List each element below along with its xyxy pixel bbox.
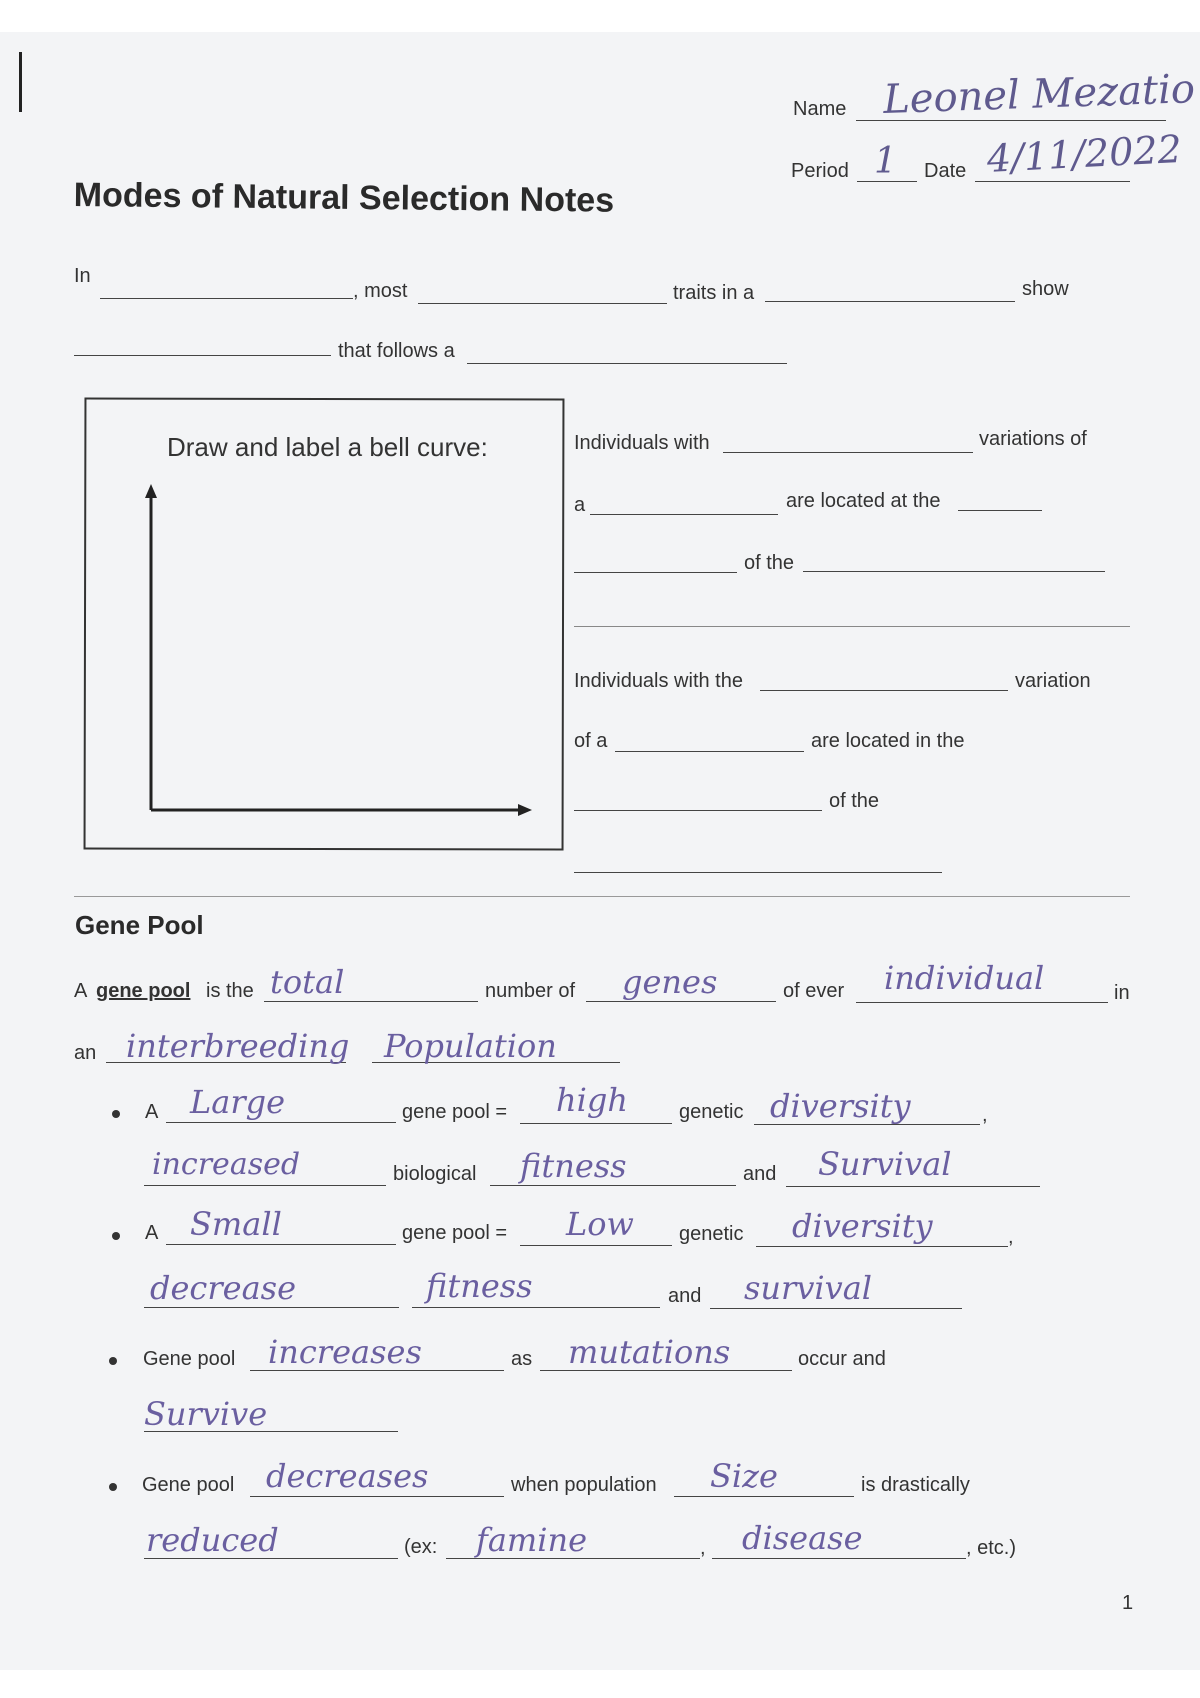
rc-individuals-with-the: Individuals with the — [574, 670, 743, 692]
rc-blank-3[interactable] — [958, 510, 1042, 511]
gp-blank-genes[interactable] — [586, 1001, 776, 1002]
b2-answer-size: Small — [190, 1205, 282, 1243]
gp-number-of: number of — [485, 980, 576, 1002]
date-answer: 4/11/2022 — [985, 126, 1183, 181]
gp-answer-genes: genes — [622, 963, 718, 1001]
rc-variations-of: variations of — [979, 428, 1087, 450]
b4-answer-size: Size — [710, 1457, 778, 1495]
bell-curve-axes — [130, 480, 540, 820]
rc-blank-4[interactable] — [574, 572, 737, 573]
b2-blank-size[interactable] — [166, 1244, 396, 1245]
gp-term: gene pool — [96, 980, 191, 1002]
b3-answer-increases: increases — [268, 1333, 422, 1371]
b2-blank-survival[interactable] — [710, 1308, 962, 1309]
b4-answer-famine: famine — [476, 1521, 588, 1559]
rc-of-the-1: of the — [744, 552, 795, 574]
b4-answer-decreases: decreases — [266, 1457, 429, 1495]
rc-blank-7[interactable] — [760, 690, 1008, 691]
intro-blank-5[interactable] — [467, 363, 787, 364]
intro-blank-1[interactable] — [100, 298, 353, 299]
rc-a: a — [574, 494, 586, 516]
section-divider — [74, 896, 1130, 897]
b2-answer-survival: survival — [744, 1269, 873, 1307]
b4-blank-size[interactable] — [674, 1496, 854, 1497]
gp-is-the: is the — [206, 980, 254, 1002]
rc-blank-6[interactable] — [574, 626, 1130, 627]
b1-blank-change[interactable] — [144, 1185, 386, 1186]
b1-answer-survival: Survival — [818, 1145, 952, 1183]
b2-and: and — [668, 1285, 702, 1307]
x-axis-arrow — [518, 804, 532, 816]
page-title: Modes of Natural Selection Notes — [73, 176, 615, 220]
b1-biological: biological — [393, 1163, 477, 1185]
b2-blank-change[interactable] — [144, 1307, 399, 1308]
gp-answer-population: Population — [384, 1027, 557, 1065]
date-label: Date — [924, 160, 967, 182]
bell-curve-caption: Draw and label a bell curve: — [167, 432, 488, 462]
gp-blank-individual[interactable] — [856, 1002, 1108, 1003]
b3-occur-and: occur and — [798, 1348, 886, 1370]
intro-show: show — [1022, 278, 1069, 300]
bullet-4 — [109, 1483, 117, 1491]
gp-answer-total: total — [270, 963, 345, 1001]
y-axis-arrow — [145, 484, 157, 498]
period-answer: 1 — [874, 141, 897, 182]
rc-are-located-at-the: are located at the — [786, 490, 941, 512]
b4-comma: , — [700, 1537, 706, 1559]
intro-most: , most — [353, 280, 408, 302]
rc-blank-2[interactable] — [590, 514, 778, 515]
b3-answer-survive: Survive — [144, 1395, 268, 1433]
gp-an: an — [74, 1042, 97, 1064]
b2-gene-pool-eq: gene pool = — [402, 1222, 508, 1244]
gp-answer-individual: individual — [884, 959, 1045, 997]
b1-and: and — [743, 1163, 777, 1185]
b2-a: A — [145, 1222, 159, 1244]
rc-of-the-2: of the — [829, 790, 880, 812]
intro-blank-3[interactable] — [765, 301, 1015, 302]
rc-are-located-in-the: are located in the — [811, 730, 965, 752]
bullet-1 — [112, 1110, 120, 1118]
b1-blank-size[interactable] — [166, 1122, 396, 1123]
b4-blank-decreases[interactable] — [250, 1496, 504, 1497]
b1-comma: , — [982, 1104, 988, 1126]
bullet-2 — [112, 1232, 120, 1240]
b4-answer-reduced: reduced — [146, 1521, 279, 1559]
b2-blank-diversity[interactable] — [756, 1246, 1008, 1247]
gp-blank-total[interactable] — [264, 1001, 478, 1002]
page-number: 1 — [1122, 1592, 1134, 1614]
intro-blank-4[interactable] — [74, 355, 331, 356]
b2-genetic: genetic — [679, 1223, 744, 1245]
b1-answer-diversity: diversity — [770, 1087, 911, 1125]
gp-in: in — [1114, 982, 1130, 1004]
bullet-3 — [109, 1357, 117, 1365]
b2-answer-diversity: diversity — [792, 1207, 933, 1245]
b2-blank-level[interactable] — [520, 1245, 672, 1246]
b4-ex: (ex: — [404, 1536, 438, 1558]
b4-blank-disease[interactable] — [712, 1558, 966, 1559]
b1-blank-level[interactable] — [520, 1123, 672, 1124]
b1-genetic: genetic — [679, 1101, 744, 1123]
b1-answer-fitness: fitness — [520, 1147, 627, 1185]
name-answer: Leonel Mezatio — [882, 66, 1196, 123]
b3-as: as — [511, 1348, 533, 1370]
b4-etc: , etc.) — [966, 1537, 1017, 1559]
b2-answer-level: Low — [566, 1205, 634, 1243]
b1-blank-fitness[interactable] — [490, 1185, 736, 1186]
intro-blank-2[interactable] — [418, 303, 667, 304]
b2-answer-change: decrease — [150, 1269, 297, 1307]
b1-a: A — [145, 1101, 159, 1123]
period-label: Period — [791, 160, 849, 182]
rc-of-a: of a — [574, 730, 608, 752]
b2-blank-fitness[interactable] — [412, 1307, 660, 1308]
rc-blank-10[interactable] — [574, 872, 942, 873]
b2-comma: , — [1008, 1226, 1014, 1248]
date-blank[interactable] — [975, 181, 1130, 182]
rc-variation: variation — [1015, 670, 1091, 692]
intro-that-follows-a: that follows a — [338, 340, 455, 362]
gp-a: A — [74, 980, 88, 1002]
b1-gene-pool-eq: gene pool = — [402, 1101, 508, 1123]
b2-answer-fitness: fitness — [426, 1267, 533, 1305]
b4-when-population: when population — [511, 1474, 657, 1496]
rc-blank-9[interactable] — [574, 810, 822, 811]
b4-gene-pool: Gene pool — [142, 1474, 235, 1496]
rc-blank-8[interactable] — [615, 751, 804, 752]
b1-answer-size: Large — [190, 1083, 286, 1121]
gp-answer-interbreeding: interbreeding — [126, 1027, 350, 1065]
b4-answer-disease: disease — [742, 1519, 863, 1557]
scan-mark — [19, 52, 22, 112]
intro-in: In — [74, 265, 91, 287]
b1-blank-survival[interactable] — [786, 1186, 1040, 1187]
gp-of-ever: of ever — [783, 980, 845, 1002]
rc-blank-5[interactable] — [803, 571, 1105, 572]
rc-individuals-with: Individuals with — [574, 432, 710, 454]
b1-answer-change: increased — [152, 1147, 301, 1182]
b3-answer-mutations: mutations — [568, 1333, 731, 1371]
b4-is-drastically: is drastically — [861, 1474, 970, 1496]
name-label: Name — [793, 98, 847, 120]
intro-traits-in-a: traits in a — [673, 282, 755, 304]
gene-pool-heading: Gene Pool — [75, 910, 204, 940]
rc-blank-1[interactable] — [723, 452, 973, 453]
b3-gene-pool: Gene pool — [143, 1348, 236, 1370]
b1-answer-level: high — [556, 1081, 628, 1119]
